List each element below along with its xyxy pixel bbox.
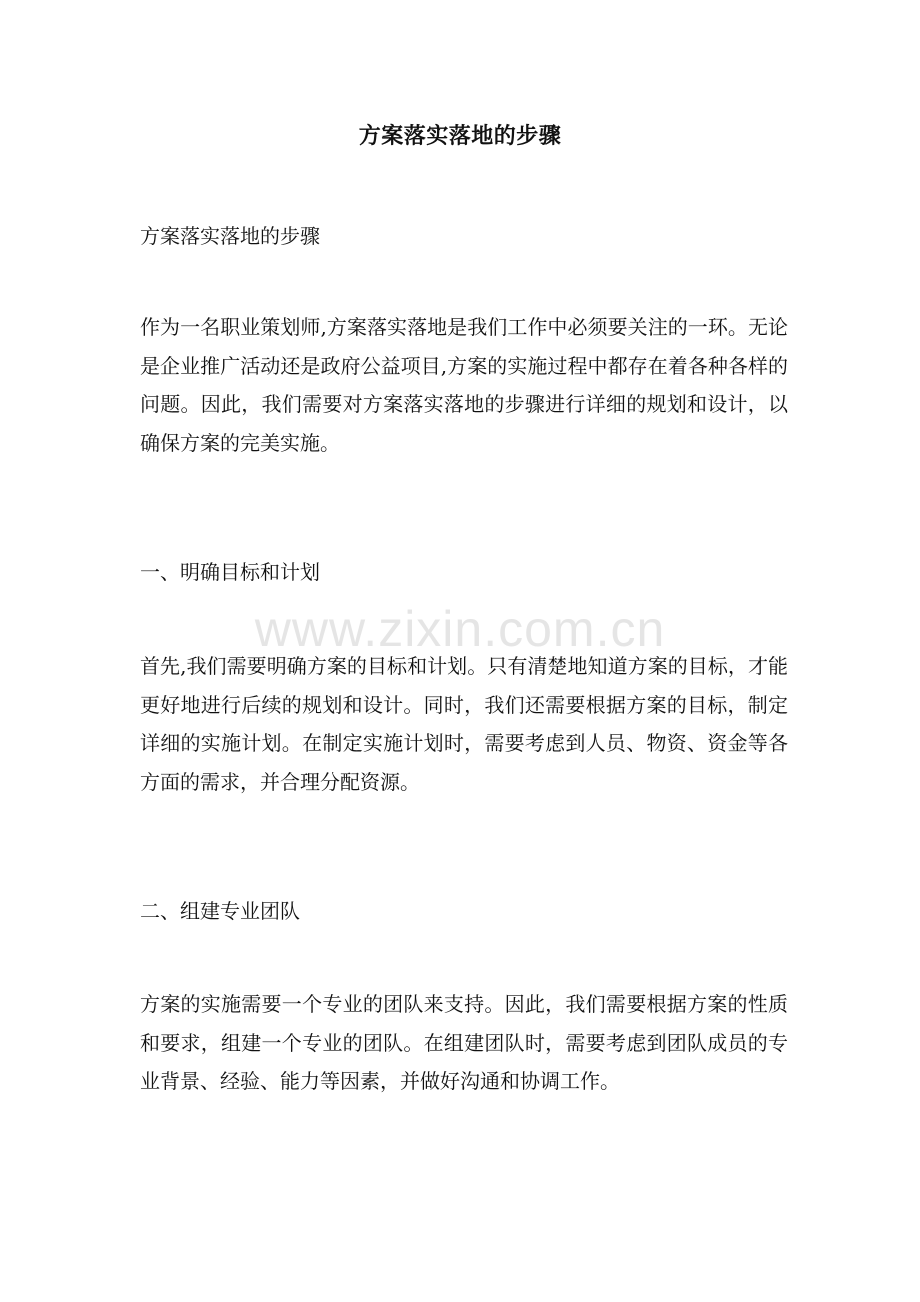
section-heading-goals: 一、明确目标和计划	[140, 560, 320, 584]
section-body-goals: 首先,我们需要明确方案的目标和计划。只有清楚地知道方案的目标，才能更好地进行后续的规划和设计。同时，我们还需要根据方案的目标，制定详细的实施计划。在制定实施计划时，需要考虑到人员、物资、资金等各方面的需求，并合理分配资源。	[140, 654, 788, 794]
document-subtitle: 方案落实落地的步骤	[140, 224, 320, 248]
intro-paragraph: 作为一名职业策划师,方案落实落地是我们工作中必须要关注的一环。无论是企业推广活动还是政府公益项目,方案的实施过程中都存在着各种各样的问题。因此，我们需要对方案落实落地的步骤进行详细的规划和设计，以确保方案的完美实施。	[140, 315, 788, 455]
section-heading-team: 二、组建专业团队	[140, 899, 300, 923]
document-title: 方案落实落地的步骤	[358, 123, 562, 149]
section-body-team: 方案的实施需要一个专业的团队来支持。因此，我们需要根据方案的性质和要求，组建一个专业的团队。在组建团队时，需要考虑到团队成员的专业背景、经验、能力等因素，并做好沟通和协调工作。	[140, 992, 788, 1093]
watermark-text: www.zixin.com.cn	[254, 601, 666, 657]
